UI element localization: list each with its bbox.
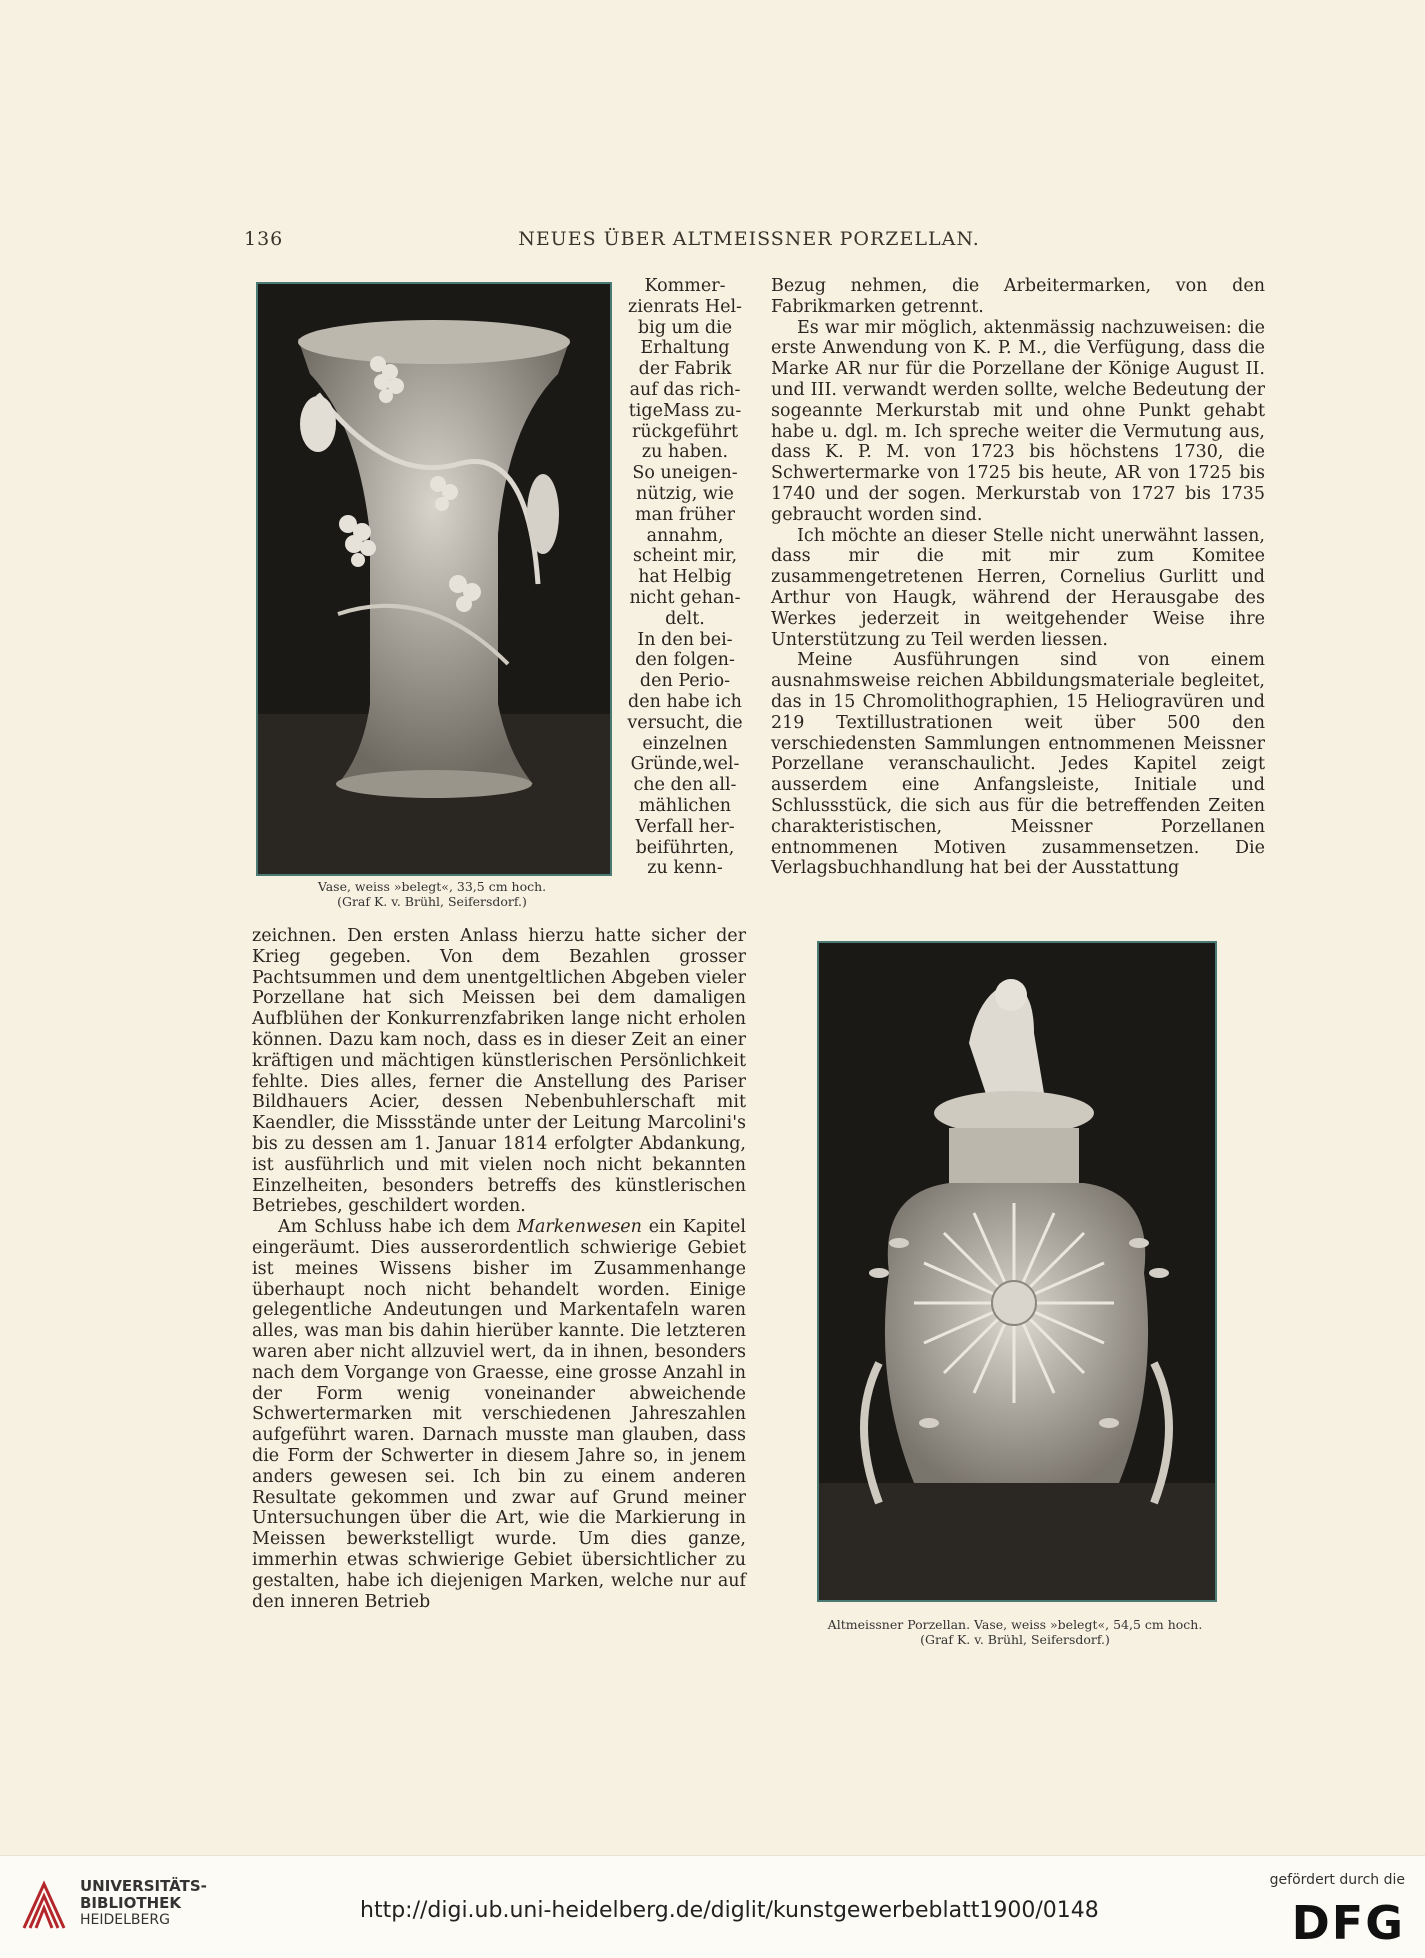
narrow-column-line: den habe ich [628,691,742,712]
narrow-column-line: versucht, die [627,712,743,733]
narrow-column-line: beiführten, [635,837,735,858]
narrow-column-line: zienrats Hel- [628,296,742,317]
narrow-column-line: Kommer- [644,276,726,296]
figure2-caption-line1: Altmeissner Porzellan. Vase, weiss »belegt«, 54,5 cm hoch. [827,1617,1203,1632]
narrow-column-line: delt. [665,608,705,629]
narrow-column-line: hat Helbig [638,567,732,588]
narrow-column-line: den Perio- [639,671,731,692]
running-header [244,228,1254,258]
narrow-column-line: So uneigen- [632,463,738,484]
page-title: NEUES ÜBER ALTMEISSNER PORZELLAN. [518,228,980,250]
dfg-logo[interactable]: DFG [1291,1896,1405,1950]
lidded-vase-illustration [819,943,1215,1600]
figure-vase-grapes [256,282,612,876]
left-paragraph-1: zeichnen. Den ersten Anlass hierzu hatte sicher der Krieg gegeben. Von dem Bezahlen grosser Pachtsummen und dem unentgeltlichen Abgeben vieler Porzellane hat sich Meissen bei dem damaligen Aufblühen der Konkurrenzfabriken lange nicht erholen können. Dazu kam noch, dass es in dieser Zeit an einer kräftigen und mächtigen künstlerischen Persönlichkeit fehlte. Dies alles, ferner die Anstellung des Pariser Bildhauers Acier, dessen Nebenbuhlerschaft mit Kaendler, die Missstände unter der Leitung Marcolini's bis zu dessen am 1. Januar 1814 erfolgter Abdankung, ist ausführlich und mit vielen noch nicht bekannten Einzelheiten, besonders betreffs des künstlerischen Betriebes, geschildert worden. [252,926,746,1217]
right-text-column [771,276,1265,906]
narrow-text-column [622,276,748,879]
narrow-column-line: auf das rich- [629,379,741,400]
figure2-caption-line2: (Graf K. v. Brühl, Seifersdorf.) [920,1632,1110,1647]
narrow-column-line: che den all- [633,775,737,796]
viewer-footer [0,1855,1425,1958]
vase-grapes-illustration [258,284,610,874]
markenwesen-term: Markenwesen [517,1217,642,1238]
narrow-column-line: nicht gehan- [629,587,741,608]
narrow-column-line: einzelnen [642,733,728,754]
narrow-column-line: annahm, [646,525,724,546]
narrow-column-line: Gründe,wel- [630,754,740,775]
narrow-column-line: tigeMass zu- [628,400,742,421]
narrow-column-line: der Fabrik [638,359,732,380]
left-paragraph-2: Am Schluss habe ich dem Markenwesen ein Kapitel eingeräumt. Dies ausserordentlich schwierige Gebiet ist meines Wissens bisher im Zusammenhange überhaupt noch nicht behandelt worden. Einige gelegentliche Andeutungen und Markentafeln waren alles, was man bis dahin hierüber kannte. Die letzteren waren aber nicht allzuviel wert, da in ihnen, besonders nach dem Vorgange von Graesse, eine grosse Anzahl in der Form wenig voneinander abweichende Schwertermarken mit verschiedenen Jahreszahlen aufgeführt waren. Darnach musste man glauben, dass die Form der Schwerter in diesem Jahre so, in jenem anders gewesen sei. Ich bin zu einem anderen Resultate gekommen und zwar auf Grund meiner Untersuchungen über die Art, wie die Markierung in Meissen bewerkstelligt wurde. Um dies ganze, immerhin etwas schwierige Gebiet übersichtlicher zu gestalten, habe ich diejenigen Marken, welche nur auf den inneren Betrieb [252,1217,746,1612]
narrow-column-line: zu haben. [641,442,729,463]
right-paragraph-1: Bezug nehmen, die Arbeitermarken, von den Fabrikmarken getrennt. [771,276,1265,317]
left-text-column [252,926,746,1656]
figure1-caption-line2: (Graf K. v. Brühl, Seifersdorf.) [337,894,527,909]
narrow-column-line: Erhaltung [640,338,730,359]
narrow-column-line: In den bei- [637,629,733,650]
figure2-caption [800,1617,1230,1647]
right-paragraph-4: Meine Ausführungen sind von einem ausnahmsweise reichen Abbildungsmateriale begleitet, das in 15 Chromolithographien, 15 Heliogravüren und 219 Textillustrationen weit über 500 den verschiedensten Sammlungen entnommenen Meissner Porzellane veranschaulicht. Jedes Kapitel zeigt ausserdem eine Anfangsleiste, Initiale und Schlussstück, die sich aus für die betreffenden Zeiten charakteristischen, Meissner Porzellanen entnommenen Motiven zusammensetzen. Die Verlagsbuchhandlung hat bei der Ausstattung [771,650,1265,879]
right-paragraph-3: Ich möchte an dieser Stelle nicht unerwähnt lassen, dass mir die mit mir zum Komitee zusammengetretenen Herren, Cornelius Gurlitt und Arthur von Haugk, während der Herausgabe des Werkes jederzeit in weitgehender Weise ihre Unterstützung zu Teil werden liessen. [771,525,1265,650]
narrow-column-line: mählichen [638,795,732,816]
right-paragraph-2: Es war mir möglich, aktenmässig nachzuweisen: die erste Anwendung von K. P. M., die Verfügung, dass die Marke AR nur für die Porzellane der Könige August II. und III. verwandt werden sollte, welche Bedeutung der sogeannte Merkurstab mit und ohne Punkt gehabt habe u. dgl. m. Ich spreche weiter die Vermutung aus, dass K. P. M. von 1723 bis höchstens 1730, die Schwertermarke von 1725 bis heute, AR von 1725 bis 1740 und der sogen. Merkurstab von 1727 bis 1735 gebraucht worden sind. [771,317,1265,525]
document-url-link[interactable]: http://digi.ub.uni-heidelberg.de/diglit/kunstgewerbeblatt1900/0148 [360,1898,1099,1923]
page-number: 136 [244,228,284,250]
figure1-caption-line1: Vase, weiss »belegt«, 33,5 cm hoch. [317,879,547,894]
figure-lidded-vase [817,941,1217,1602]
narrow-column-line: zu kenn- [647,858,723,879]
narrow-column-line: Verfall her- [635,816,735,837]
narrow-column-line: scheint mir, [632,546,738,567]
university-library-name[interactable]: UNIVERSITÄTS- BIBLIOTHEK HEIDELBERG [80,1877,207,1928]
narrow-column-line: man früher [635,504,735,525]
figure1-caption [256,879,608,909]
funded-by-label: gefördert durch die [1269,1872,1405,1888]
narrow-column-line: big um die [637,317,733,338]
narrow-column-line: den folgen- [635,650,735,671]
university-library-logo-icon[interactable] [18,1878,72,1934]
narrow-column-line: nützig, wie [636,483,734,504]
narrow-column-line: rückgeführt [631,421,739,442]
